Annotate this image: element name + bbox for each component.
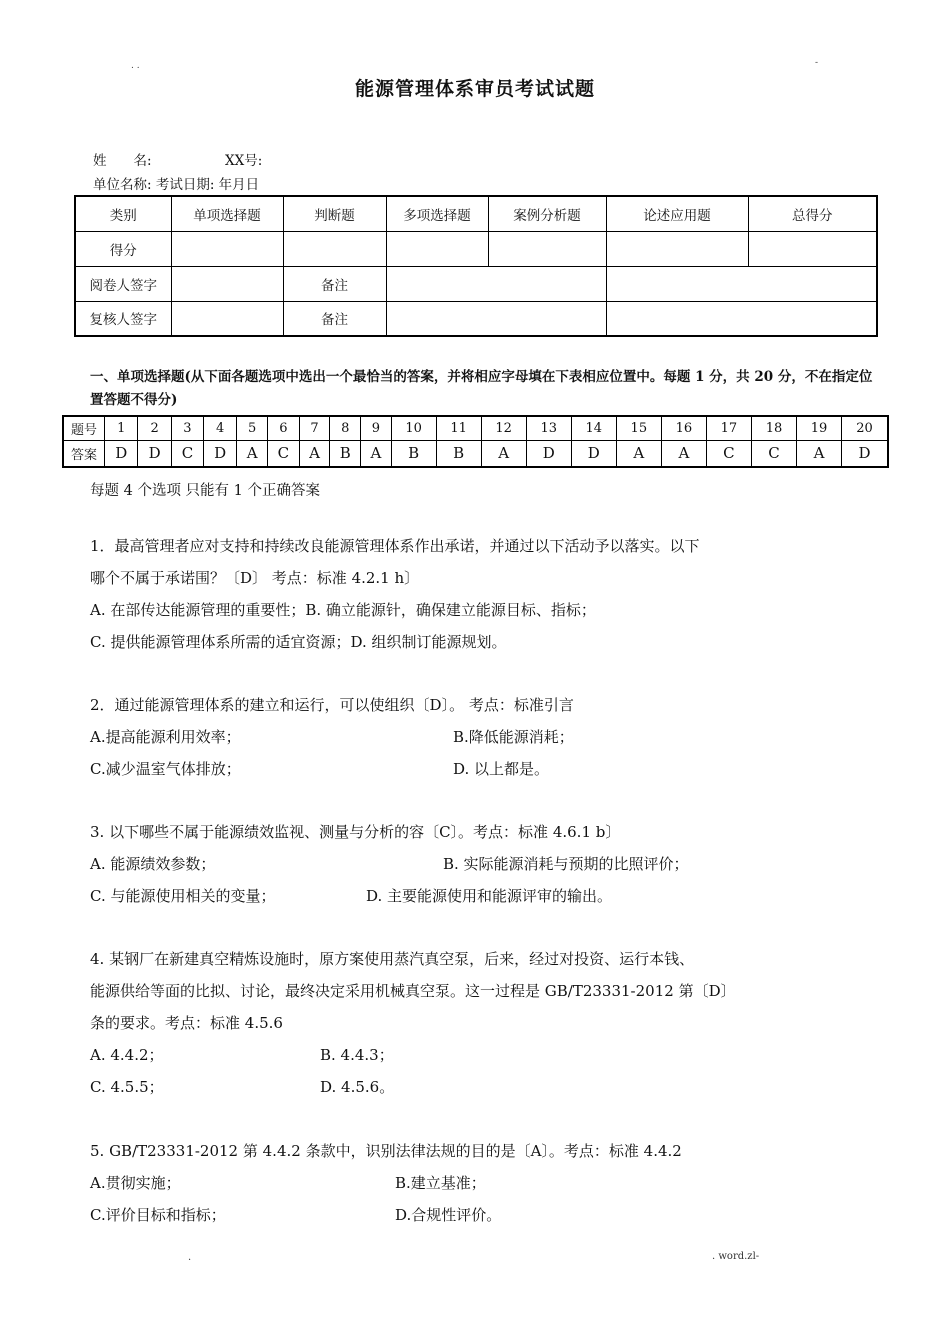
score-cell-tf[interactable] [283,231,386,266]
xx-number-label: XX号: [225,153,263,169]
answer-cell[interactable]: C [171,440,203,467]
question-3-option-d: D. 主要能源使用和能源评审的输出。 [366,887,613,905]
question-number-cell: 8 [330,416,361,440]
question-number-cell: 10 [391,416,436,440]
question-5-option-c: C.评价目标和指标； [90,1206,226,1224]
answer-label: 答案 [63,440,105,467]
question-4-options-ab [90,1039,880,1071]
question-1-line3: A. 在部传达能源管理的重要性；B. 确立能源针，确保建立能源目标、指标； [90,601,596,619]
question-4-option-b: B. 4.4.3； [320,1046,394,1064]
question-2-option-d: D. 以上都是。 [453,760,550,778]
rechecker-extra-cell[interactable] [606,301,877,336]
score-table [74,195,878,337]
question-4-line2: 能源供给等面的比拟、讨论，最终决定采用机械真空泵。这一过程是 GB/T23331-2012 第〔D〕 [90,982,736,1000]
rechecker-remark-label: 备注 [283,301,386,336]
question-2-option-a: A.提高能源利用效率； [90,728,241,746]
score-row-label: 得分 [75,231,171,266]
question-number-cell: 19 [796,416,841,440]
question-4-option-a: A. 4.4.2； [90,1046,164,1064]
question-5-stem: 5. GB/T23331-2012 第 4.4.2 条款中，识别法律法规的目的是〔A〕。考点：标准 4.4.2 [90,1142,682,1160]
question-4-line3: 条的要求。考点：标准 4.5.6 [90,1014,283,1032]
answer-cell[interactable]: C [706,440,751,467]
answer-cell[interactable]: A [796,440,841,467]
page-title: 能源管理体系审员考试试题 [354,78,595,100]
footer-right-mark: . word.zl- [712,1251,760,1262]
score-cell-case[interactable] [488,231,606,266]
question-number-cell: 17 [706,416,751,440]
question-3-options-cd [90,880,880,912]
answer-cell[interactable]: A [616,440,661,467]
score-cell-total[interactable] [748,231,877,266]
question-number-cell: 3 [171,416,203,440]
question-2-option-c: C.减少温室气体排放； [90,760,241,778]
question-4-option-d: D. 4.5.6。 [320,1078,395,1096]
question-1-line2: 哪个不属于承诺围？〔D〕 考点：标准 4.2.1 h〕 [90,569,420,587]
header-essay: 论述应用题 [606,196,748,231]
header-category: 类别 [75,196,171,231]
reviewer-remark-cell[interactable] [386,266,606,301]
answer-cell[interactable]: A [481,440,526,467]
answer-table [62,415,889,468]
question-number-cell: 6 [267,416,299,440]
rechecker-label: 复核人签字 [75,301,171,336]
question-number-cell: 2 [138,416,171,440]
answer-cell[interactable]: D [842,440,888,467]
header-mark-right: - [815,58,819,68]
answer-note: 每题 4 个选项 只能有 1 个正确答案 [90,483,320,499]
header-total-score: 总得分 [748,196,877,231]
answer-cell[interactable]: C [267,440,299,467]
question-number-cell: 18 [751,416,796,440]
header-mark-left: . . [131,61,140,71]
answer-cell[interactable]: C [751,440,796,467]
answer-cell[interactable]: B [330,440,361,467]
question-3-option-b: B. 实际能源消耗与预期的比照评价； [443,855,689,873]
question-5-option-b: B.建立基准； [395,1174,486,1192]
question-number-cell: 14 [571,416,616,440]
question-2-option-b: B.降低能源消耗； [453,728,574,746]
rechecker-signature-cell[interactable] [171,301,283,336]
reviewer-label: 阅卷人签字 [75,266,171,301]
answer-cell[interactable]: D [571,440,616,467]
question-3-option-c: C. 与能源使用相关的变量； [90,887,276,905]
question-number-cell: 4 [203,416,236,440]
question-2-options-ab [90,721,880,753]
question-number-cell: 16 [661,416,706,440]
question-number-cell: 1 [105,416,138,440]
answer-cell[interactable]: D [526,440,571,467]
answer-cell[interactable]: B [436,440,481,467]
answer-row [63,440,888,467]
question-1 [90,530,880,658]
score-cell-single[interactable] [171,231,283,266]
question-2 [90,689,880,785]
question-5-options-ab [90,1167,880,1199]
question-number-cell: 15 [616,416,661,440]
rechecker-remark-cell[interactable] [386,301,606,336]
answer-cell[interactable]: A [661,440,706,467]
question-2-stem: 2．通过能源管理体系的建立和运行，可以使组织〔D〕。 考点：标准引言 [90,696,574,714]
question-4 [90,943,880,1103]
question-number-cell: 5 [237,416,267,440]
question-4-options-cd [90,1071,880,1103]
question-number-cell: 9 [361,416,391,440]
question-number-label: 题号 [63,416,105,440]
question-5 [90,1135,880,1231]
reviewer-signature-cell[interactable] [171,266,283,301]
question-2-options-cd [90,753,880,785]
score-row [75,231,877,266]
header-true-false: 判断题 [283,196,386,231]
question-1-line4: C. 提供能源管理体系所需的适宜资源；D. 组织制订能源规划。 [90,633,507,651]
unit-date-line: 单位名称: 考试日期: 年月日 [93,177,260,193]
question-number-cell: 7 [299,416,329,440]
question-number-cell: 13 [526,416,571,440]
answer-cell[interactable]: D [203,440,236,467]
question-4-option-c: C. 4.5.5； [90,1078,164,1096]
question-number-cell: 20 [842,416,888,440]
answer-cell[interactable]: A [299,440,329,467]
header-single-choice: 单项选择题 [171,196,283,231]
question-number-row [63,416,888,440]
question-3-option-a: A. 能源绩效参数； [90,855,216,873]
answer-cell[interactable]: D [105,440,138,467]
footer-left-mark: . [188,1252,192,1263]
answer-cell[interactable]: A [237,440,267,467]
question-5-option-d: D.合规性评价。 [395,1206,502,1224]
answer-cell[interactable]: B [391,440,436,467]
question-number-cell: 12 [481,416,526,440]
header-multiple-choice: 多项选择题 [386,196,488,231]
question-number-cell: 11 [436,416,481,440]
reviewer-remark-label: 备注 [283,266,386,301]
question-4-line1: 4. 某钢厂在新建真空精炼设施时，原方案使用蒸汽真空泵，后来，经过对投资、运行本钱、 [90,950,695,968]
answer-cell[interactable]: A [361,440,391,467]
answer-cell[interactable]: D [138,440,171,467]
reviewer-row [75,266,877,301]
header-case-analysis: 案例分析题 [488,196,606,231]
score-cell-essay[interactable] [606,231,748,266]
question-3-options-ab [90,848,880,880]
name-label: 姓 名: [93,153,152,169]
section-one-title: 一、单项选择题(从下面各题选项中选出一个最恰当的答案，并将相应字母填在下表相应位置中。每题 1 分，共 20 分，不在指定位置答题不得分) [90,369,873,408]
question-3-stem: 3. 以下哪些不属于能源绩效监视、测量与分析的容〔C〕。考点：标准 4.6.1 b〕 [90,823,621,841]
reviewer-extra-cell[interactable] [606,266,877,301]
question-5-options-cd [90,1199,880,1231]
question-3 [90,816,880,912]
question-5-option-a: A.贯彻实施； [90,1174,181,1192]
score-cell-multi[interactable] [386,231,488,266]
question-1-line1: 1．最高管理者应对支持和持续改良能源管理体系作出承诺，并通过以下活动予以落实。以下 [90,537,700,555]
rechecker-row [75,301,877,336]
score-table-header-row [75,196,877,231]
